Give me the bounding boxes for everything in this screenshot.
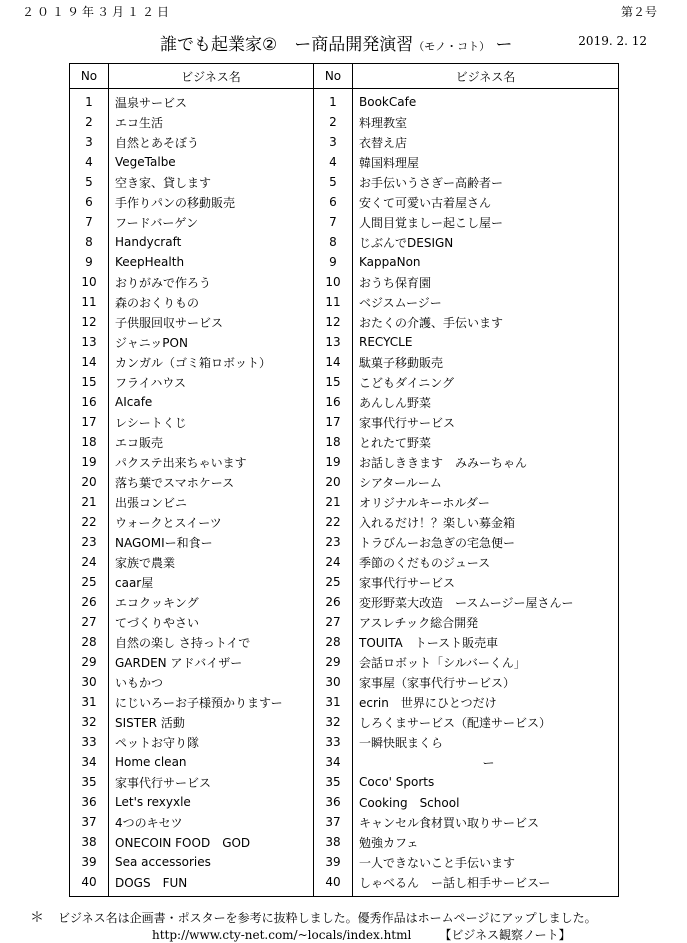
right-number-cell: 9	[314, 252, 353, 272]
left-number-cell: 40	[70, 872, 109, 897]
table-row	[70, 692, 619, 712]
left-number-cell: 4	[70, 152, 109, 172]
right-number-cell: 13	[314, 332, 353, 352]
left-business-name-cell: VegeTalbe	[109, 152, 314, 172]
left-number-cell: 7	[70, 212, 109, 232]
right-business-name-cell: 家事代行サービス	[359, 415, 456, 430]
left-number-cell: 34	[70, 752, 109, 772]
right-number-cell: 21	[314, 492, 353, 512]
table-row	[70, 752, 619, 772]
right-business-name-cell: お手伝いうさぎー高齢者ー	[359, 175, 504, 190]
left-number-cell: 33	[70, 732, 109, 752]
right-number-cell: 20	[314, 472, 353, 492]
right-number-cell: 24	[314, 552, 353, 572]
title-sub: （モノ・コト）	[413, 40, 491, 53]
table-row	[70, 172, 619, 192]
header-name-right: ビジネス名	[353, 64, 619, 89]
left-number-cell: 37	[70, 812, 109, 832]
left-business-name-cell: NAGOMIー和食ー	[109, 532, 314, 552]
left-business-name-cell: 森のおくりもの	[109, 292, 314, 312]
table-row	[70, 272, 619, 292]
table-row	[70, 652, 619, 672]
right-number-cell: 10	[314, 272, 353, 292]
left-number-cell: 28	[70, 632, 109, 652]
right-number-cell: 35	[314, 772, 353, 792]
right-business-name-cell: 一瞬快眠まくら	[359, 735, 444, 750]
right-business-name-cell: 料理教室	[359, 115, 408, 130]
title-main: 誰でも起業家② ー商品開発演習	[160, 35, 414, 55]
right-number-cell: 5	[314, 172, 353, 192]
left-business-name-cell: カンガル（ゴミ箱ロボット）	[109, 352, 314, 372]
left-business-name-cell: 4つのキセツ	[109, 812, 314, 832]
table-row	[70, 89, 619, 113]
right-number-cell: 2	[314, 112, 353, 132]
right-business-name-cell: アスレチック総合開発	[359, 615, 479, 630]
left-business-name-cell: にじいろーお子様預かりますー	[109, 692, 314, 712]
left-business-name-cell: 手作りパンの移動販売	[109, 192, 314, 212]
business-name-table	[69, 63, 619, 897]
right-business-name-cell: オリジナルキーホルダー	[359, 495, 490, 510]
left-business-name-cell: 子供服回収サービス	[109, 312, 314, 332]
left-number-cell: 17	[70, 412, 109, 432]
left-number-cell: 20	[70, 472, 109, 492]
left-business-name-cell: エコクッキング	[109, 592, 314, 612]
table-row	[70, 192, 619, 212]
right-number-cell: 18	[314, 432, 353, 452]
right-number-cell: 28	[314, 632, 353, 652]
table-row	[70, 732, 619, 752]
left-number-cell: 5	[70, 172, 109, 192]
right-business-name-cell: ecrin 世界にひとつだけ	[359, 695, 497, 710]
left-business-name-cell: ペットお守り隊	[109, 732, 314, 752]
right-business-name-cell: RECYCLE	[359, 335, 413, 349]
table-row	[70, 132, 619, 152]
left-number-cell: 15	[70, 372, 109, 392]
table-row	[70, 372, 619, 392]
left-number-cell: 26	[70, 592, 109, 612]
left-number-cell: 27	[70, 612, 109, 632]
right-number-cell: 31	[314, 692, 353, 712]
right-business-name-cell: あんしん野菜	[359, 395, 432, 410]
right-business-name-cell: 家事屋（家事代行サービス）	[359, 675, 516, 690]
left-business-name-cell: caar屋	[109, 572, 314, 592]
left-number-cell: 29	[70, 652, 109, 672]
right-business-name-cell: 会話ロボット「シルバーくん」	[359, 655, 526, 670]
right-number-cell: 34	[314, 752, 353, 772]
table-row	[70, 592, 619, 612]
left-number-cell: 14	[70, 352, 109, 372]
left-number-cell: 30	[70, 672, 109, 692]
table-row	[70, 632, 619, 652]
right-number-cell: 15	[314, 372, 353, 392]
right-number-cell: 4	[314, 152, 353, 172]
left-business-name-cell: 落ち葉でスマホケース	[109, 472, 314, 492]
left-number-cell: 39	[70, 852, 109, 872]
right-business-name-cell: 家事代行サービス	[359, 575, 456, 590]
table-row	[70, 872, 619, 897]
right-business-name-cell: キャンセル食材買い取りサービス	[359, 815, 540, 830]
right-business-name-cell: ー	[482, 755, 495, 770]
right-number-cell: 40	[314, 872, 353, 897]
right-business-name-cell: Coco' Sports	[359, 775, 435, 789]
right-business-name-cell: 入れるだけ！？楽しい募金箱	[359, 515, 516, 530]
right-business-name-cell: しゃべるん ー話し相手サービスー	[359, 875, 551, 890]
right-business-name-cell: じぶんでDESIGN	[359, 235, 454, 250]
table-row	[70, 112, 619, 132]
table-row	[70, 312, 619, 332]
right-number-cell: 36	[314, 792, 353, 812]
left-business-name-cell: 出張コンビニ	[109, 492, 314, 512]
right-business-name-cell: 安くて可愛い古着屋さん	[359, 195, 492, 210]
left-business-name-cell: 家族で農業	[109, 552, 314, 572]
table-row	[70, 712, 619, 732]
left-number-cell: 1	[70, 89, 109, 113]
table-row	[70, 472, 619, 492]
table-row	[70, 492, 619, 512]
left-number-cell: 6	[70, 192, 109, 212]
right-number-cell: 37	[314, 812, 353, 832]
right-number-cell: 27	[314, 612, 353, 632]
table-row	[70, 152, 619, 172]
table-row	[70, 352, 619, 372]
left-business-name-cell: KeepHealth	[109, 252, 314, 272]
right-number-cell: 7	[314, 212, 353, 232]
asterisk-mark: ＊	[30, 910, 44, 926]
right-business-name-cell: TOUITA トースト販売車	[359, 635, 499, 650]
right-business-name-cell: お話しききます みみーちゃん	[359, 455, 528, 470]
left-business-name-cell: エコ生活	[109, 112, 314, 132]
header-no-right: No	[314, 64, 353, 89]
right-business-name-cell: トラびんーお急ぎの宅急便ー	[359, 535, 516, 550]
left-number-cell: 13	[70, 332, 109, 352]
left-business-name-cell: Handycraft	[109, 232, 314, 252]
table-row	[70, 512, 619, 532]
table-row	[70, 292, 619, 312]
footer-url-line	[152, 926, 571, 943]
left-business-name-cell: Home clean	[109, 752, 314, 772]
left-number-cell: 12	[70, 312, 109, 332]
title-line	[0, 30, 687, 54]
right-business-name-cell: とれたて野菜	[359, 435, 432, 450]
website-url[interactable]: http://www.cty-net.com/~locals/index.html	[152, 928, 412, 942]
right-number-cell: 30	[314, 672, 353, 692]
left-number-cell: 11	[70, 292, 109, 312]
right-business-name-cell: 衣替え店	[359, 135, 408, 150]
left-business-name-cell: SISTER 活動	[109, 712, 314, 732]
footnote-text: ビジネス名は企画書・ポスターを参考に抜粋しました。優秀作品はホームページにアップしました。	[58, 911, 597, 925]
right-business-name-cell: こどもダイニング	[359, 375, 455, 390]
left-business-name-cell: ジャニッPON	[109, 332, 314, 352]
left-business-name-cell: 空き家、貸します	[109, 172, 314, 192]
table-row	[70, 672, 619, 692]
page-title	[160, 30, 513, 55]
table-row	[70, 332, 619, 352]
right-business-name-cell: 人間目覚ましー起こし屋ー	[359, 215, 504, 230]
left-business-name-cell: エコ販売	[109, 432, 314, 452]
right-number-cell: 25	[314, 572, 353, 592]
right-number-cell: 38	[314, 832, 353, 852]
left-business-name-cell: フライハウス	[109, 372, 314, 392]
table-row	[70, 832, 619, 852]
right-business-name-cell: 駄菓子移動販売	[359, 355, 444, 370]
right-number-cell: 1	[314, 89, 353, 113]
table-row	[70, 812, 619, 832]
table-row	[70, 432, 619, 452]
table-row	[70, 392, 619, 412]
left-business-name-cell: AIcafe	[109, 392, 314, 412]
table-row	[70, 792, 619, 812]
right-business-name-cell: 一人できないこと手伝います	[359, 855, 516, 870]
left-business-name-cell: ONECOIN FOOD GOD	[109, 832, 314, 852]
left-number-cell: 9	[70, 252, 109, 272]
table-row	[70, 552, 619, 572]
header-no-left: No	[70, 64, 109, 89]
table-row	[70, 452, 619, 472]
right-business-name-cell: シアタールーム	[359, 475, 442, 490]
table-row	[70, 232, 619, 252]
left-business-name-cell: Sea accessories	[109, 852, 314, 872]
right-number-cell: 11	[314, 292, 353, 312]
right-business-name-cell: 変形野菜大改造 ースムージー屋さんー	[359, 595, 574, 610]
table-row	[70, 852, 619, 872]
right-number-cell: 12	[314, 312, 353, 332]
right-business-name-cell: 季節のくだものジュース	[359, 555, 491, 570]
left-business-name-cell: おりがみで作ろう	[109, 272, 314, 292]
right-business-name-cell: 韓国料理屋	[359, 155, 420, 170]
left-number-cell: 23	[70, 532, 109, 552]
table-row	[70, 772, 619, 792]
title-tail: ー	[495, 35, 513, 55]
left-business-name-cell: 自然とあそぼう	[109, 132, 314, 152]
left-number-cell: 16	[70, 392, 109, 412]
left-number-cell: 32	[70, 712, 109, 732]
left-business-name-cell: Let's rexyxle	[109, 792, 314, 812]
right-number-cell: 17	[314, 412, 353, 432]
table-header-row	[70, 64, 619, 89]
right-number-cell: 32	[314, 712, 353, 732]
table-row	[70, 212, 619, 232]
left-number-cell: 31	[70, 692, 109, 712]
right-number-cell: 23	[314, 532, 353, 552]
right-number-cell: 39	[314, 852, 353, 872]
left-number-cell: 21	[70, 492, 109, 512]
right-business-name-cell: しろくまサービス（配達サービス）	[359, 715, 552, 730]
left-number-cell: 3	[70, 132, 109, 152]
right-business-name-cell: 勉強カフェ	[359, 835, 419, 850]
left-business-name-cell: GARDEN アドバイザー	[109, 652, 314, 672]
left-number-cell: 2	[70, 112, 109, 132]
left-number-cell: 35	[70, 772, 109, 792]
right-number-cell: 6	[314, 192, 353, 212]
left-business-name-cell: 自然の楽し さ持っトイで	[109, 632, 314, 652]
left-number-cell: 19	[70, 452, 109, 472]
right-number-cell: 14	[314, 352, 353, 372]
left-business-name-cell: てづくりやさい	[109, 612, 314, 632]
right-number-cell: 3	[314, 132, 353, 152]
left-number-cell: 38	[70, 832, 109, 852]
left-business-name-cell: 温泉サービス	[109, 89, 314, 113]
left-business-name-cell: 家事代行サービス	[109, 772, 314, 792]
table-row	[70, 412, 619, 432]
header-name-left: ビジネス名	[109, 64, 314, 89]
left-number-cell: 25	[70, 572, 109, 592]
left-number-cell: 24	[70, 552, 109, 572]
right-business-name-cell: Cooking School	[359, 795, 460, 810]
right-number-cell: 16	[314, 392, 353, 412]
left-business-name-cell: いもかつ	[109, 672, 314, 692]
left-number-cell: 36	[70, 792, 109, 812]
left-business-name-cell: ウォークとスイーツ	[109, 512, 314, 532]
right-number-cell: 8	[314, 232, 353, 252]
right-number-cell: 29	[314, 652, 353, 672]
issue-date: ２０１９年３月１２日	[22, 5, 173, 19]
right-business-name-cell: ベジスムージー	[359, 295, 442, 310]
table-row	[70, 612, 619, 632]
table-row	[70, 532, 619, 552]
left-number-cell: 22	[70, 512, 109, 532]
left-business-name-cell: DOGS FUN	[109, 872, 314, 897]
brand-name: 【ビジネス観察ノート】	[439, 928, 571, 942]
issue-number: 第２号	[620, 5, 657, 19]
right-number-cell: 33	[314, 732, 353, 752]
right-business-name-cell: おたくの介護、手伝います	[359, 315, 504, 330]
right-business-name-cell: BookCafe	[359, 95, 417, 109]
left-number-cell: 10	[70, 272, 109, 292]
footnote	[30, 907, 597, 927]
left-business-name-cell: パクステ出来ちゃいます	[109, 452, 314, 472]
document-date: 2019. 2. 12	[578, 34, 647, 48]
right-number-cell: 26	[314, 592, 353, 612]
left-number-cell: 8	[70, 232, 109, 252]
right-business-name-cell: KappaNon	[359, 255, 421, 269]
right-number-cell: 22	[314, 512, 353, 532]
right-business-name-cell: おうち保育園	[359, 275, 432, 290]
table-row	[70, 252, 619, 272]
right-number-cell: 19	[314, 452, 353, 472]
left-number-cell: 18	[70, 432, 109, 452]
table-row	[70, 572, 619, 592]
left-business-name-cell: レシートくじ	[109, 412, 314, 432]
left-business-name-cell: フードバーゲン	[109, 212, 314, 232]
